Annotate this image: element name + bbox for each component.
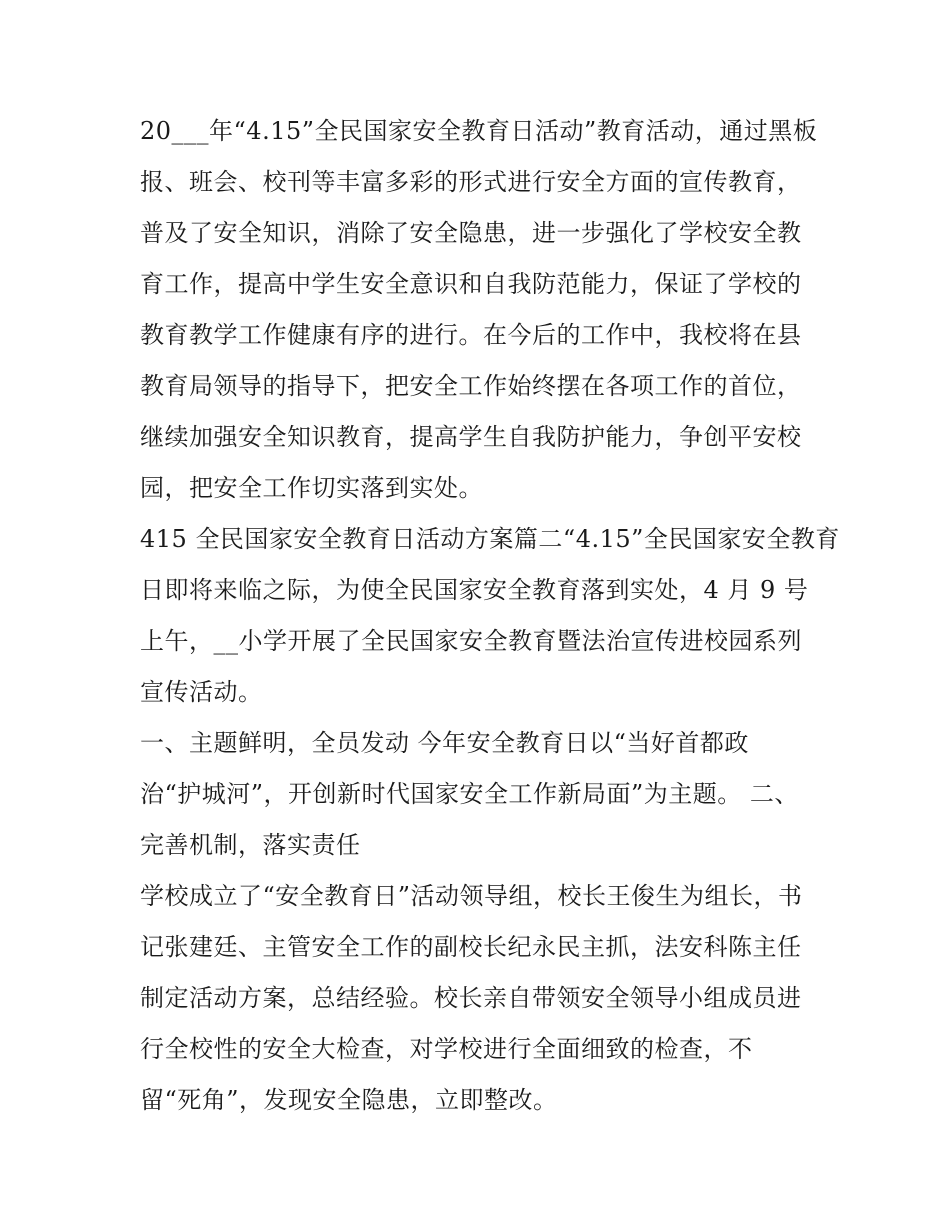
text-line: 普及了安全知识，消除了安全隐患，进一步强化了学校安全教 — [140, 219, 802, 247]
text-line: 制定活动方案，总结经验。校长亲自带领安全领导小组成员进 — [140, 984, 802, 1012]
text-line: 教育局领导的指导下，把安全工作始终摆在各项工作的首位， — [140, 372, 802, 400]
text-line: 415 全民国家安全教育日活动方案篇二“4.15”全民国家安全教育 — [140, 525, 840, 553]
text-line: 上午，__小学开展了全民国家安全教育暨法治宣传进校园系列 — [140, 627, 802, 655]
text-line: 宣传活动。 — [140, 678, 263, 706]
document-body — [140, 106, 840, 1126]
text-line: 治“护城河”，开创新时代国家安全工作新局面”为主题。 二、 — [140, 780, 799, 808]
text-line: 记张建廷、主管安全工作的副校长纪永民主抓，法安科陈主任 — [140, 933, 802, 961]
text-line: 学校成立了“安全教育日”活动领导组，校长王俊生为组长，书 — [140, 882, 803, 910]
text-line: 教育教学工作健康有序的进行。在今后的工作中，我校将在县 — [140, 321, 802, 349]
text-line: 日即将来临之际，为使全民国家安全教育落到实处，4 月 9 号 — [140, 576, 809, 604]
text-line: 完善机制，落实责任 — [140, 831, 361, 859]
text-line: 行全校性的安全大检查，对学校进行全面细致的检查，不 — [140, 1035, 753, 1063]
text-line: 留“死角”，发现安全隐患，立即整改。 — [140, 1086, 558, 1114]
text-line: 育工作，提高中学生安全意识和自我防范能力，保证了学校的 — [140, 270, 802, 298]
text-line: 园，把安全工作切实落到实处。 — [140, 474, 483, 502]
text-line: 一、主题鲜明，全员发动 今年安全教育日以“当好首都政 — [140, 729, 749, 757]
text-line: 继续加强安全知识教育，提高学生自我防护能力，争创平安校 — [140, 423, 802, 451]
text-line: 报、班会、校刊等丰富多彩的形式进行安全方面的宣传教育， — [140, 168, 802, 196]
text-line: 20___年“4.15”全民国家安全教育日活动”教育活动，通过黑板 — [140, 117, 818, 145]
